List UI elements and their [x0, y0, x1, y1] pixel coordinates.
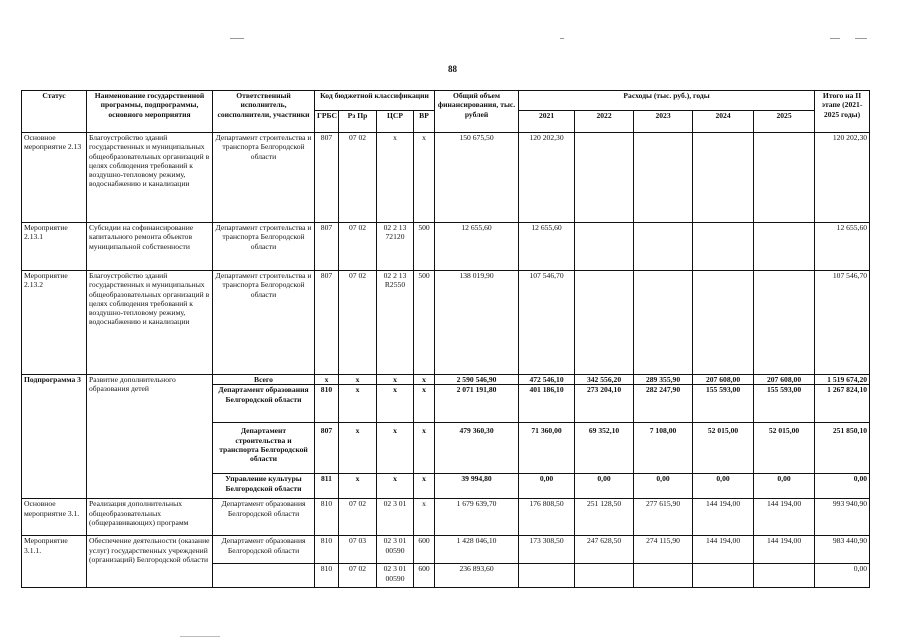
- cell-grbs: 810: [315, 499, 339, 536]
- cell-executor: Департамент строительства и транспорта Белгородской области: [213, 271, 315, 375]
- table-row: [22, 133, 870, 223]
- cell-grbs: 807: [315, 223, 339, 271]
- cell-grbs: 807: [315, 423, 339, 474]
- cell-total: 150 675,50: [435, 133, 519, 223]
- scan-speck: [830, 38, 840, 39]
- cell-csr: 02 3 01 00590: [377, 536, 414, 564]
- cell-rzpr: 07 02: [339, 271, 377, 375]
- cell-2021: 12 655,60: [519, 223, 575, 271]
- cell-stage-total: 993 940,90: [815, 499, 870, 536]
- cell-grbs: 810: [315, 385, 339, 423]
- table-row: [22, 375, 870, 385]
- scan-speck: [855, 38, 867, 39]
- cell-2023: 274 115,90: [634, 536, 693, 564]
- cell-executor: [213, 564, 315, 588]
- cell-vr: х: [414, 499, 435, 536]
- cell-executor: Управление культуры Белгородской области: [213, 474, 315, 499]
- cell-2022: [575, 564, 634, 588]
- cell-name: Благоустройство зданий государственных и муниципальных общеобразовательных организаций в целях соблюдения требований к воздушно-тепловому режиму, водоснабжению и канализации: [87, 271, 213, 375]
- cell-csr: х: [377, 385, 414, 423]
- cell-grbs: 810: [315, 564, 339, 588]
- cell-total: 1 679 639,70: [435, 499, 519, 536]
- cell-2024: 144 194,00: [693, 536, 754, 564]
- cell-rzpr: х: [339, 423, 377, 474]
- cell-vr: х: [414, 133, 435, 223]
- cell-total: 12 655,60: [435, 223, 519, 271]
- cell-grbs: 807: [315, 133, 339, 223]
- cell-2022: [575, 223, 634, 271]
- cell-status: Мероприятие 2.13.1: [22, 223, 87, 271]
- cell-stage-total: 251 850,10: [815, 423, 870, 474]
- header-csr: ЦСР: [377, 111, 414, 133]
- cell-2025: [754, 564, 815, 588]
- header-year-2021: 2021: [519, 111, 575, 133]
- cell-2024: 207 608,00: [693, 375, 754, 385]
- cell-total: 138 019,90: [435, 271, 519, 375]
- header-status: Статус: [22, 91, 87, 133]
- cell-csr: 02 2 13 R2550: [377, 271, 414, 375]
- cell-2021: 107 546,70: [519, 271, 575, 375]
- table-row: [22, 499, 870, 536]
- cell-2022: [575, 133, 634, 223]
- cell-name: Субсидии на софинансирование капитального ремонта объектов муниципальной собственности: [87, 223, 213, 271]
- cell-csr: х: [377, 423, 414, 474]
- cell-name: Реализация дополнительных общеобразовательных (общеразвивающих) программ: [87, 499, 213, 536]
- budget-table: [21, 90, 870, 588]
- cell-name: Развитие дополнительного образования детей: [87, 375, 213, 499]
- cell-stage-total: 107 546,70: [815, 271, 870, 375]
- cell-2021: 176 808,50: [519, 499, 575, 536]
- cell-rzpr: 07 02: [339, 499, 377, 536]
- header-executor: Ответственный исполнитель, соисполнители, участники: [213, 91, 315, 133]
- cell-2021: 173 308,50: [519, 536, 575, 564]
- cell-stage-total: 983 440,90: [815, 536, 870, 564]
- cell-stage-total: 0,00: [815, 474, 870, 499]
- cell-2022: 0,00: [575, 474, 634, 499]
- cell-2021: 401 186,10: [519, 385, 575, 423]
- cell-rzpr: х: [339, 385, 377, 423]
- cell-2024: 52 015,00: [693, 423, 754, 474]
- cell-total: 479 360,30: [435, 423, 519, 474]
- cell-csr: х: [377, 133, 414, 223]
- cell-name: Обеспечение деятельности (оказание услуг) государственных учреждений (организаций) Белгородской области: [87, 536, 213, 588]
- cell-2023: 289 355,90: [634, 375, 693, 385]
- cell-vr: х: [414, 375, 435, 385]
- header-year-2023: 2023: [634, 111, 693, 133]
- cell-2025: 144 194,00: [754, 536, 815, 564]
- cell-2022: 273 204,10: [575, 385, 634, 423]
- cell-2024: 155 593,00: [693, 385, 754, 423]
- cell-vr: 600: [414, 564, 435, 588]
- cell-vr: 600: [414, 536, 435, 564]
- header-expenses: Расходы (тыс. руб.), годы: [519, 91, 815, 111]
- cell-2025: [754, 271, 815, 375]
- header-budget-code: Код бюджетной классификации: [315, 91, 435, 111]
- cell-executor: Департамент строительства и транспорта Белгородской области: [213, 423, 315, 474]
- header-rzpr: Рз Пр: [339, 111, 377, 133]
- cell-status: Подпрограмма 3: [22, 375, 87, 499]
- cell-2021: 120 202,30: [519, 133, 575, 223]
- cell-2023: 7 108,00: [634, 423, 693, 474]
- header-grbs: ГРБС: [315, 111, 339, 133]
- page-number: 88: [448, 64, 457, 74]
- cell-vr: х: [414, 385, 435, 423]
- cell-2024: 144 194,00: [693, 499, 754, 536]
- cell-status: Основное мероприятие 2.13: [22, 133, 87, 223]
- cell-grbs: 810: [315, 536, 339, 564]
- cell-vr: х: [414, 474, 435, 499]
- cell-rzpr: 07 02: [339, 133, 377, 223]
- cell-vr: 500: [414, 271, 435, 375]
- cell-2021: 0,00: [519, 474, 575, 499]
- cell-2022: 251 128,50: [575, 499, 634, 536]
- cell-2025: 144 194,00: [754, 499, 815, 536]
- cell-2022: 247 628,50: [575, 536, 634, 564]
- cell-total: 236 893,60: [435, 564, 519, 588]
- header-year-2024: 2024: [693, 111, 754, 133]
- cell-2025: 0,00: [754, 474, 815, 499]
- header-vr: ВР: [414, 111, 435, 133]
- cell-csr: х: [377, 375, 414, 385]
- scan-speck: [560, 38, 564, 39]
- table-row: [22, 536, 870, 564]
- cell-rzpr: 07 02: [339, 564, 377, 588]
- cell-2024: [693, 223, 754, 271]
- cell-total: 1 428 046,10: [435, 536, 519, 564]
- cell-2023: 277 615,90: [634, 499, 693, 536]
- cell-executor: Всего: [213, 375, 315, 385]
- cell-stage-total: 1 519 674,20: [815, 375, 870, 385]
- cell-2023: [634, 133, 693, 223]
- cell-vr: 500: [414, 223, 435, 271]
- cell-2021: 71 360,00: [519, 423, 575, 474]
- cell-stage-total: 1 267 824,10: [815, 385, 870, 423]
- cell-status: Мероприятие 3.1.1.: [22, 536, 87, 588]
- cell-name: Благоустройство зданий государственных и муниципальных общеобразовательных организаций в целях соблюдения требований к воздушно-тепловому режиму, водоснабжению и канализации: [87, 133, 213, 223]
- scan-speck: [180, 636, 220, 637]
- cell-executor: Департамент образования Белгородской области: [213, 536, 315, 564]
- cell-rzpr: х: [339, 474, 377, 499]
- cell-2022: 69 352,10: [575, 423, 634, 474]
- cell-stage-total: 120 202,30: [815, 133, 870, 223]
- cell-2023: [634, 223, 693, 271]
- cell-csr: 02 3 01 00590: [377, 564, 414, 588]
- cell-2022: [575, 271, 634, 375]
- cell-2021: [519, 564, 575, 588]
- cell-2021: 472 546,10: [519, 375, 575, 385]
- cell-executor: Департамент строительства и транспорта Белгородской области: [213, 133, 315, 223]
- cell-2023: 282 247,90: [634, 385, 693, 423]
- cell-2025: [754, 223, 815, 271]
- cell-csr: 02 2 13 72120: [377, 223, 414, 271]
- cell-rzpr: 07 03: [339, 536, 377, 564]
- cell-csr: х: [377, 474, 414, 499]
- cell-vr: х: [414, 423, 435, 474]
- cell-2025: 155 593,00: [754, 385, 815, 423]
- cell-rzpr: х: [339, 375, 377, 385]
- cell-2025: 52 015,00: [754, 423, 815, 474]
- cell-stage-total: 0,00: [815, 564, 870, 588]
- header-year-2025: 2025: [754, 111, 815, 133]
- cell-2025: 207 608,00: [754, 375, 815, 385]
- cell-executor: Департамент образования Белгородской области: [213, 385, 315, 423]
- cell-2023: [634, 271, 693, 375]
- cell-total: 39 994,80: [435, 474, 519, 499]
- cell-total: 2 590 546,90: [435, 375, 519, 385]
- cell-2024: [693, 564, 754, 588]
- cell-grbs: 811: [315, 474, 339, 499]
- cell-status: Основное мероприятие 3.1.: [22, 499, 87, 536]
- cell-2022: 342 556,20: [575, 375, 634, 385]
- header-stage-total: Итого на II этапе (2021-2025 годы): [815, 91, 870, 133]
- cell-2025: [754, 133, 815, 223]
- cell-executor: Департамент образования Белгородской области: [213, 499, 315, 536]
- cell-grbs: 807: [315, 271, 339, 375]
- cell-2023: [634, 564, 693, 588]
- header-total-volume: Общий объем финансирования, тыс. рублей: [435, 91, 519, 133]
- table-row: [22, 271, 870, 375]
- cell-2024: [693, 133, 754, 223]
- scan-speck: [230, 38, 244, 39]
- header-year-2022: 2022: [575, 111, 634, 133]
- cell-2024: [693, 271, 754, 375]
- cell-total: 2 071 191,80: [435, 385, 519, 423]
- cell-2023: 0,00: [634, 474, 693, 499]
- cell-executor: Департамент строительства и транспорта Белгородской области: [213, 223, 315, 271]
- header-name: Наименование государственной программы, подпрограммы, основного мероприятия: [87, 91, 213, 133]
- cell-status: Мероприятие 2.13.2: [22, 271, 87, 375]
- table-row: [22, 223, 870, 271]
- cell-csr: 02 3 01: [377, 499, 414, 536]
- cell-grbs: х: [315, 375, 339, 385]
- cell-rzpr: 07 02: [339, 223, 377, 271]
- cell-stage-total: 12 655,60: [815, 223, 870, 271]
- cell-2024: 0,00: [693, 474, 754, 499]
